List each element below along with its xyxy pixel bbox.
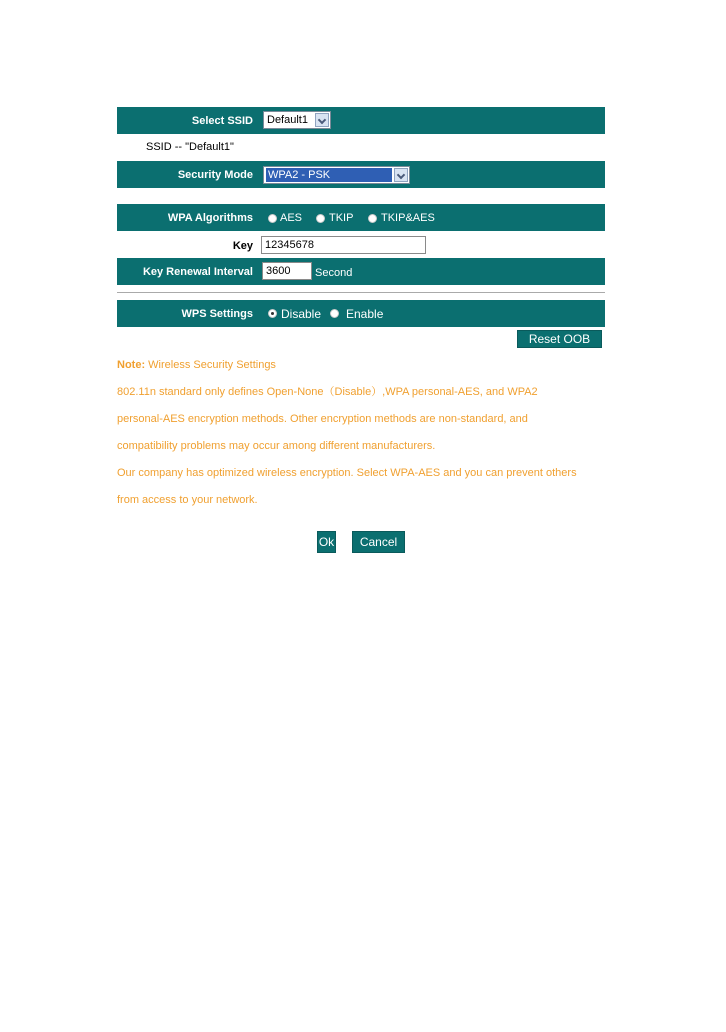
tkip-aes-radio-label: TKIP&AES [381,212,435,224]
key-renewal-row [117,258,605,285]
key-input[interactable]: 12345678 [261,236,426,254]
key-renewal-unit: Second [315,267,353,279]
tkip-radio-label: TKIP [329,212,354,224]
wps-disable-radio[interactable] [268,309,277,318]
ssid-select-value: Default1 [267,114,308,126]
key-label: Key [232,240,253,252]
wps-enable-label: Enable [346,307,384,321]
cancel-button[interactable]: Cancel [352,531,405,553]
reset-oob-button[interactable]: Reset OOB [517,330,602,348]
ssid-row [117,107,605,134]
wps-settings-row [117,300,605,327]
key-renewal-input[interactable]: 3600 [262,262,312,280]
note-title-text: Wireless Security Settings [148,359,276,371]
aes-radio[interactable] [268,214,277,223]
security-mode-row [117,161,605,188]
wps-settings-label: WPS Settings [181,308,253,320]
wpa-algorithms-label: WPA Algorithms [167,212,253,224]
note-heading: Note: [117,359,146,371]
note-title [117,358,276,372]
chevron-down-icon[interactable] [394,168,408,182]
note-line: from access to your network. [117,494,258,506]
chevron-down-icon[interactable] [315,113,329,127]
security-mode-select[interactable] [263,166,410,184]
wps-disable-label: Disable [281,307,322,321]
key-renewal-label: Key Renewal Interval [142,266,253,278]
security-mode-value: WPA2 - PSK [266,168,392,182]
tkip-radio[interactable] [316,214,325,223]
ok-button[interactable]: Ok [317,531,336,553]
note-line: Our company has optimized wireless encryption. Select WPA-AES and you can prevent others [117,467,577,479]
note-line: personal-AES encryption methods. Other encryption methods are non-standard, and [117,413,528,425]
ssid-select[interactable] [263,111,331,129]
note-line: 802.11n standard only defines Open-None（Disable）,WPA personal-AES, and WPA2 [117,386,538,398]
aes-radio-label: AES [280,212,303,224]
security-mode-label: Security Mode [177,169,253,181]
select-ssid-label: Select SSID [191,115,253,127]
note-line: compatibility problems may occur among different manufacturers. [117,440,436,452]
wps-enable-radio[interactable] [330,309,339,318]
ssid-caption: SSID -- "Default1" [146,141,234,153]
wpa-algorithms-row [117,204,605,231]
tkip-aes-radio[interactable] [368,214,377,223]
divider [117,292,605,293]
